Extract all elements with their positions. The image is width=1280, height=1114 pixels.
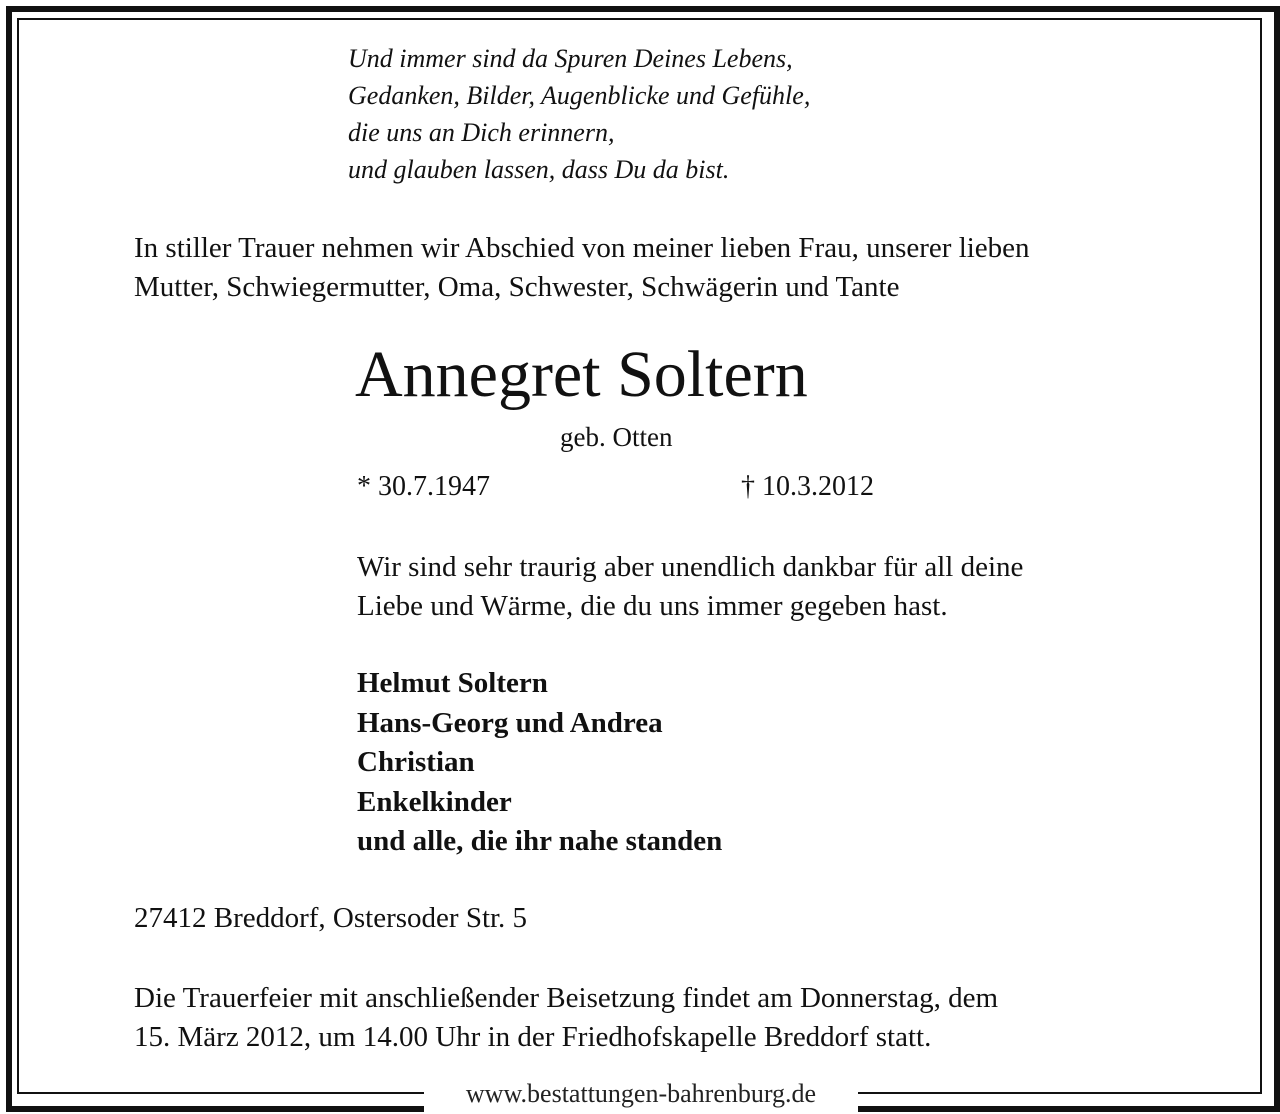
poem-line: Gedanken, Bilder, Augenblicke und Gefühle,	[348, 81, 811, 110]
message-line: Wir sind sehr traurig aber unendlich dankbar für all deine	[357, 551, 1024, 583]
mourner-name: Helmut Soltern	[357, 667, 548, 699]
poem-line: Und immer sind da Spuren Deines Lebens,	[348, 44, 793, 73]
footer-url: www.bestattungen-bahrenburg.de	[465, 1079, 817, 1108]
mourner-name: und alle, die ihr nahe standen	[357, 825, 723, 857]
intro-text	[134, 229, 1030, 307]
poem	[348, 40, 810, 188]
funeral-service-info	[134, 979, 998, 1057]
mourners-list	[357, 664, 722, 862]
birth-date: * 30.7.1947	[357, 471, 490, 502]
mourner-name: Christian	[357, 746, 475, 778]
intro-line: Mutter, Schwiegermutter, Oma, Schwester, Schwägerin und Tante	[134, 271, 900, 303]
poem-line: und glauben lassen, dass Du da bist.	[348, 155, 730, 184]
intro-line: In stiller Trauer nehmen wir Abschied von meiner lieben Frau, unserer lieben	[134, 232, 1030, 264]
address: 27412 Breddorf, Ostersoder Str. 5	[134, 902, 528, 934]
deceased-name: Annegret Soltern	[355, 338, 808, 411]
death-date: † 10.3.2012	[741, 471, 874, 502]
farewell-message	[357, 548, 1023, 626]
maiden-name: geb. Otten	[560, 422, 673, 452]
poem-line: die uns an Dich erinnern,	[348, 118, 615, 147]
mourner-name: Enkelkinder	[357, 785, 512, 818]
service-line: 15. März 2012, um 14.00 Uhr in der Friedhofskapelle Breddorf statt.	[134, 1021, 932, 1053]
mourner-name: Hans-Georg und Andrea	[357, 706, 663, 739]
service-line: Die Trauerfeier mit anschließender Beisetzung findet am Donnerstag, dem	[134, 982, 999, 1014]
message-line: Liebe und Wärme, die du uns immer gegeben hast.	[357, 590, 948, 622]
